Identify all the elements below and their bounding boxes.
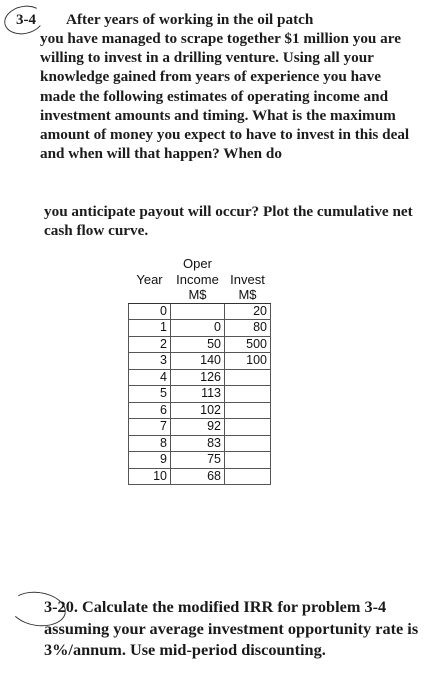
cash-flow-table bbox=[128, 256, 271, 485]
table-row bbox=[129, 320, 271, 337]
header-cell: M$ bbox=[225, 287, 271, 303]
table-header-row bbox=[129, 272, 271, 288]
year-cell: 6 bbox=[129, 402, 171, 419]
problem-3-20 bbox=[44, 596, 424, 661]
year-cell: 8 bbox=[129, 435, 171, 452]
oper-income-cell: 140 bbox=[171, 353, 225, 370]
oper-income-cell: 102 bbox=[171, 402, 225, 419]
header-cell bbox=[129, 256, 171, 272]
invest-cell: 80 bbox=[225, 320, 271, 337]
problem-text-body: you have managed to scrape together $1 million you are willing to invest in a drilling venture. Using all your knowledge gained from years of experience you have made the following estimates of operating income and investment amounts and timing. What is the maximum amount of money you expect to have to invest in this deal and when will that happen? When do bbox=[40, 30, 410, 163]
year-cell: 0 bbox=[129, 303, 171, 320]
problem-number: 3-20. bbox=[44, 597, 78, 616]
header-cell: Invest bbox=[230, 271, 265, 287]
invest-cell: 20 bbox=[225, 303, 271, 320]
problem-text-tail: you anticipate payout will occur? Plot the cumulative net cash flow curve. bbox=[44, 203, 413, 240]
header-cell: M$ bbox=[171, 287, 225, 303]
table-row bbox=[129, 402, 271, 419]
header-cell bbox=[225, 256, 271, 272]
year-cell: 5 bbox=[129, 386, 171, 403]
table-header-row bbox=[129, 287, 271, 303]
oper-income-cell: 83 bbox=[171, 435, 225, 452]
invest-cell: 100 bbox=[225, 353, 271, 370]
invest-cell bbox=[225, 452, 271, 469]
table-row bbox=[129, 386, 271, 403]
header-cell bbox=[129, 287, 171, 303]
invest-cell bbox=[225, 435, 271, 452]
invest-cell bbox=[225, 468, 271, 485]
year-cell: 9 bbox=[129, 452, 171, 469]
table-header-row bbox=[129, 256, 271, 272]
year-cell: 4 bbox=[129, 369, 171, 386]
oper-income-cell: 68 bbox=[171, 468, 225, 485]
header-cell: Oper bbox=[183, 256, 212, 271]
oper-income-cell bbox=[171, 303, 225, 320]
oper-income-cell: 126 bbox=[171, 369, 225, 386]
year-cell: 7 bbox=[129, 419, 171, 436]
table-row bbox=[129, 468, 271, 485]
table-row bbox=[129, 336, 271, 353]
oper-income-cell: 0 bbox=[171, 320, 225, 337]
problem-number: 3-4 bbox=[16, 12, 36, 28]
header-cell: Income bbox=[176, 271, 219, 287]
table-row bbox=[129, 419, 271, 436]
invest-cell bbox=[225, 369, 271, 386]
table-row bbox=[129, 435, 271, 452]
oper-income-cell: 50 bbox=[171, 336, 225, 353]
year-cell: 1 bbox=[129, 320, 171, 337]
invest-cell: 500 bbox=[225, 336, 271, 353]
oper-income-cell: 92 bbox=[171, 419, 225, 436]
header-cell: Year bbox=[136, 271, 163, 287]
year-cell: 2 bbox=[129, 336, 171, 353]
invest-cell bbox=[225, 386, 271, 403]
table-row bbox=[129, 303, 271, 320]
problem-text: Calculate the modified IRR for problem 3-4 assuming your average investment opportunity rate is 3%/annum. Use mid-period discounting. bbox=[44, 597, 419, 659]
oper-income-cell: 113 bbox=[171, 386, 225, 403]
invest-cell bbox=[225, 402, 271, 419]
problem-text-first-line: After years of working in the oil patch bbox=[66, 11, 314, 28]
table-row bbox=[129, 452, 271, 469]
year-cell: 10 bbox=[129, 468, 171, 485]
year-cell: 3 bbox=[129, 353, 171, 370]
oper-income-cell: 75 bbox=[171, 452, 225, 469]
table-row bbox=[129, 369, 271, 386]
invest-cell bbox=[225, 419, 271, 436]
table-row bbox=[129, 353, 271, 370]
